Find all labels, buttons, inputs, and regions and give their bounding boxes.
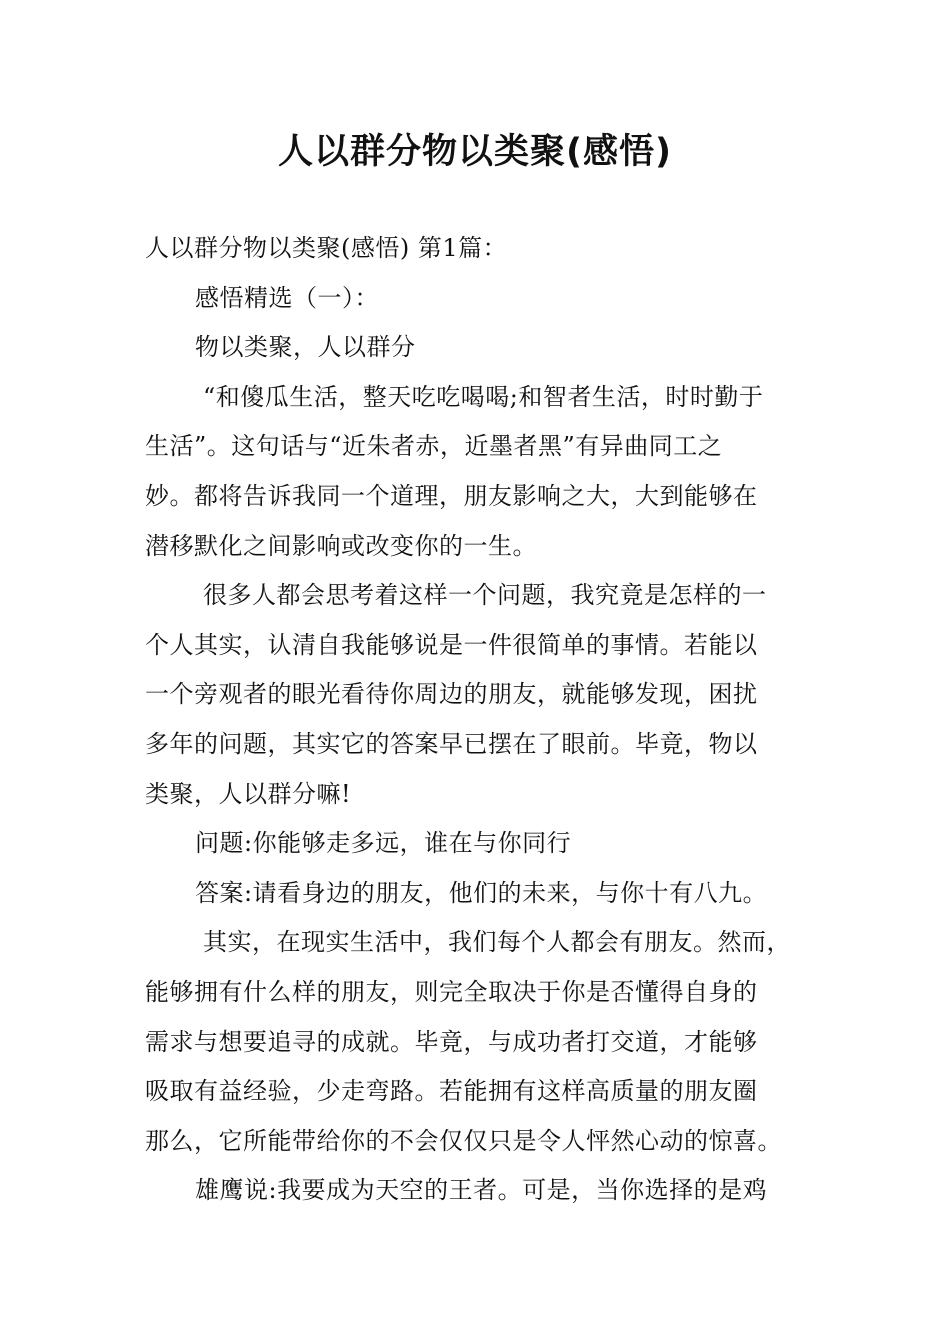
- text-line: 那么，它所能带给你的不会仅仅只是令人怦然心动的惊喜。: [145, 1126, 782, 1155]
- text-line: 多年的问题，其实它的答案早已摆在了眼前。毕竟，物以: [145, 729, 758, 758]
- text-line: “和傻瓜生活，整天吃吃喝喝;和智者生活，时时勤于: [203, 382, 764, 411]
- text-line: 类聚，人以群分嘛!: [145, 779, 352, 808]
- text-line: 很多人都会思考着这样一个问题，我究竟是怎样的一: [203, 581, 767, 610]
- text-line: 物以类聚，人以群分: [195, 333, 416, 362]
- text-line: 人以群分物以类聚(感悟) 第1篇：: [145, 234, 508, 262]
- text-line: 答案:请看身边的朋友，他们的未来，与你十有八九。: [195, 878, 768, 907]
- text-line: 生活”。这句话与“近朱者赤，近墨者黑”有异曲同工之: [145, 432, 723, 461]
- text-line: 潜移默化之间影响或改变你的一生。: [145, 531, 537, 560]
- text-line: 感悟精选（一）：: [195, 283, 379, 312]
- text-line: 妙。都将告诉我同一个道理，朋友影响之大，大到能够在: [145, 481, 758, 510]
- document-title: 人以群分物以类聚(感悟): [278, 132, 672, 172]
- text-line: 个人其实，认清自我能够说是一件很简单的事情。若能以: [145, 630, 758, 659]
- text-line: 需求与想要追寻的成就。毕竟，与成功者打交道，才能够: [145, 1027, 758, 1056]
- text-line: 雄鹰说:我要成为天空的王者。可是，当你选择的是鸡: [195, 1176, 768, 1205]
- text-line: 吸取有益经验，少走弯路。若能拥有这样高质量的朋友圈: [145, 1077, 758, 1106]
- document-body: [145, 224, 813, 1216]
- text-line: 一个旁观者的眼光看待你周边的朋友，就能够发现，困扰: [145, 680, 758, 709]
- text-line: 其实，在现实生活中，我们每个人都会有朋友。然而，: [203, 928, 791, 957]
- text-line: 能够拥有什么样的朋友，则完全取决于你是否懂得自身的: [145, 977, 758, 1006]
- text-line: 问题:你能够走多远，谁在与你同行: [195, 829, 572, 858]
